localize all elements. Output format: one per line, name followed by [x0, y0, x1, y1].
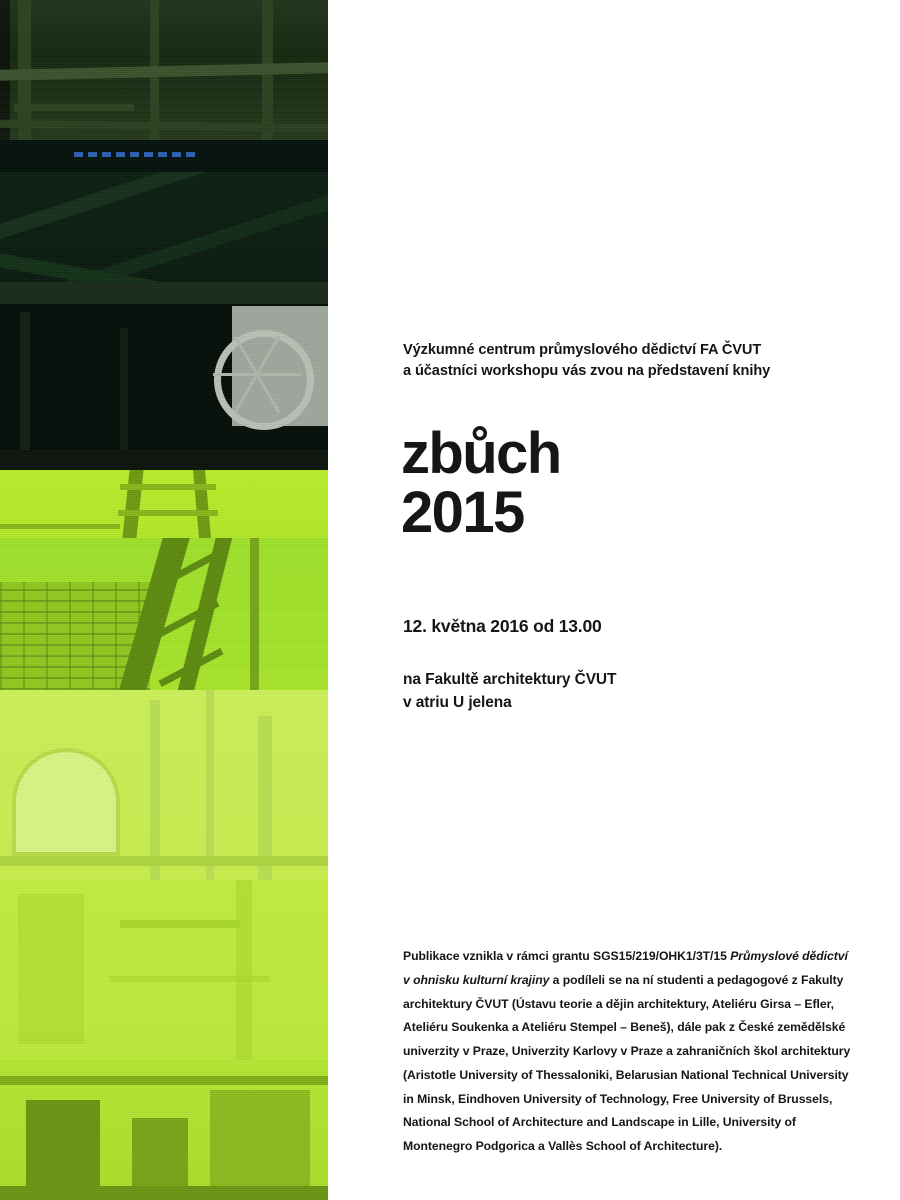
photo-strip-lattice-tower-brick: [0, 538, 328, 690]
title-line-2: 2015: [401, 480, 524, 546]
photo-strip-dark-structure: [0, 172, 328, 282]
photo-strip-winding-wheel: [0, 282, 328, 470]
credits-prefix: Publikace vznikla v rámci grantu SGS15/219/OHK1/3T/15: [403, 949, 731, 963]
photo-strip-pale-arch-hall: [0, 690, 328, 880]
page-title: [401, 421, 561, 546]
event-venue: [403, 668, 616, 715]
event-datetime: 12. května 2016 od 13.00: [403, 616, 602, 636]
photo-strip-blue-dashes: [0, 140, 328, 172]
credits-suffix: a podíleli se na ní studenti a pedagogové z Fakulty architektury ČVUT (Ústavu teorie a dějin architektury, Ateliéru Girsa – Efler, Ateliéru Soukenka a Ateliéru Stempel – Beneš), dále pak z České zemědělské univerzity v Praze, Univerzity Karlovy v Praze a zahraničních škol architektury (Aristotle University of Thessaloniki, Belarusian National Technical University in Minsk, Eindhoven University of Technology, Free University of Brussels, National School of Architecture and Landscape in Lille, University of Montenegro Podgorica a Vallès School of Architecture).: [403, 972, 851, 1154]
photo-strip-bottom-machinery: [0, 1060, 328, 1200]
photo-strip-headframe-top: [0, 470, 328, 538]
credits-italic-title: Průmyslové dědictví v ohnisku kulturní krajiny: [403, 949, 848, 987]
invitation-line-1: Výzkumné centrum průmyslového dědictví FA ČVUT: [403, 342, 762, 358]
credits-paragraph: [403, 945, 851, 1159]
poster-text-column: [403, 0, 855, 1200]
title-line-1: zbůch: [401, 421, 561, 486]
photo-collage-column: [0, 0, 328, 1200]
invitation-text: [403, 340, 855, 382]
photo-strip-industrial-beams-dark: [0, 0, 328, 140]
photo-strip-green-wall: [0, 880, 328, 1060]
venue-line-1: na Fakultě architektury ČVUT: [403, 671, 617, 688]
invitation-line-2: a účastníci workshopu vás zvou na představení knihy: [403, 363, 771, 380]
venue-line-2: v atriu U jelena: [403, 694, 512, 712]
